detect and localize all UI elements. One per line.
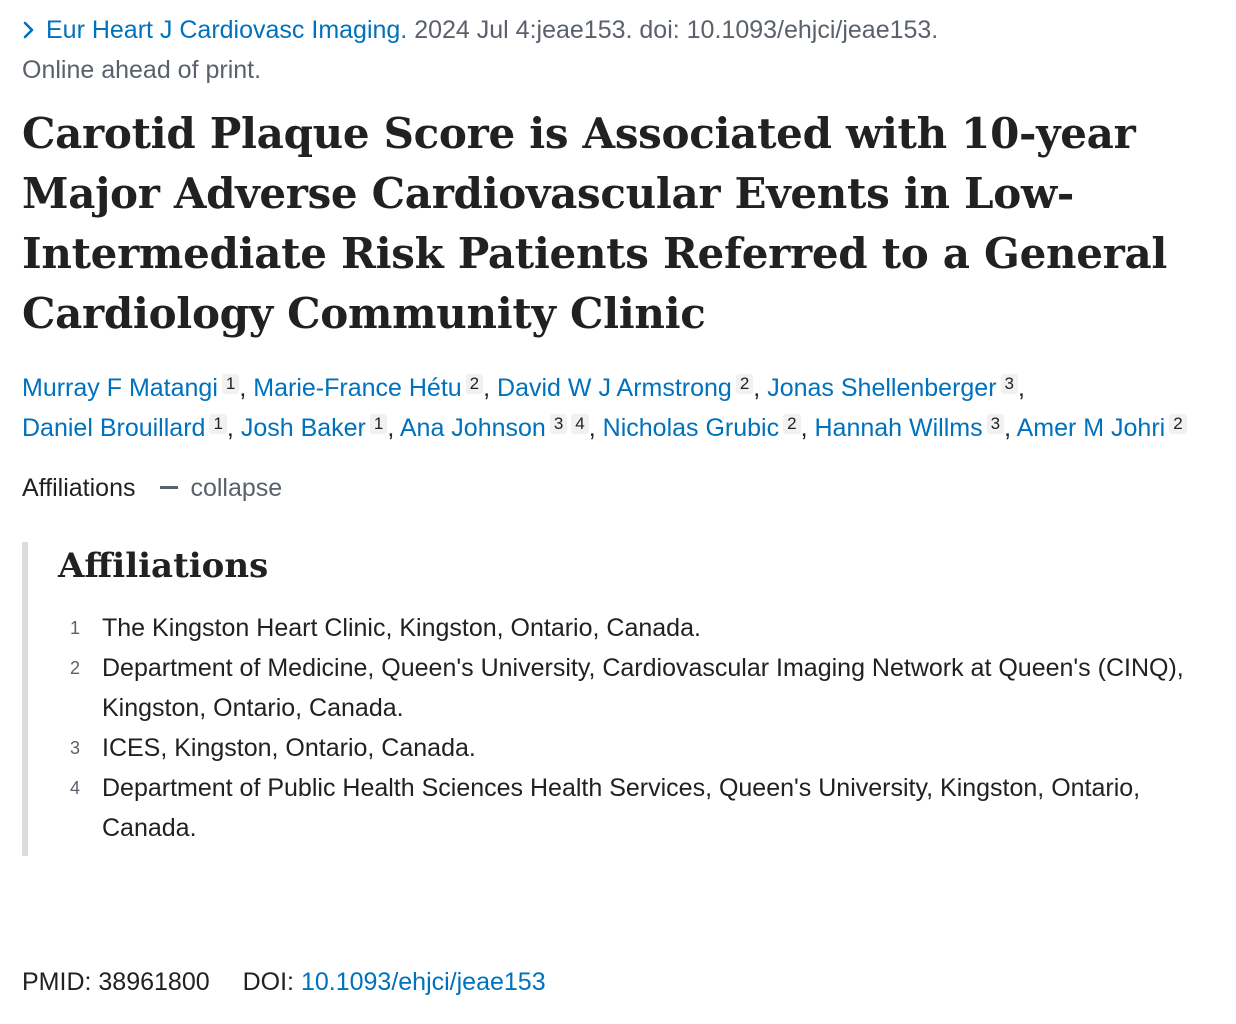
- citation-line: [22, 10, 1222, 90]
- author: [253, 374, 483, 402]
- affiliation-text: Department of Medicine, Queen's University, Cardiovascular Imaging Network at Queen's (CINQ), Kingston, Ontario, Canada.: [102, 654, 1184, 722]
- affiliation-item: [58, 608, 1218, 648]
- author-separator: ,: [753, 374, 768, 402]
- doi-link[interactable]: 10.1093/ehjci/jeae153: [300, 968, 546, 996]
- author-name-link[interactable]: Jonas Shellenberger: [767, 374, 997, 402]
- affiliation-ref-badge[interactable]: 2: [1169, 414, 1186, 434]
- author-name-link[interactable]: Murray F Matangi: [22, 374, 218, 402]
- author-separator: ,: [483, 374, 498, 402]
- affiliations-heading: Affiliations: [58, 546, 269, 586]
- author-separator: ,: [239, 374, 254, 402]
- author: [241, 414, 388, 442]
- author-separator: ,: [1018, 374, 1025, 402]
- minus-icon: [160, 486, 178, 489]
- author-name-link[interactable]: Marie-France Hétu: [253, 374, 462, 402]
- affiliation-ref-badge[interactable]: 2: [783, 414, 800, 434]
- affiliation-number: 3: [70, 738, 81, 758]
- affiliation-item: [58, 728, 1218, 768]
- affiliation-text: ICES, Kingston, Ontario, Canada.: [102, 734, 476, 762]
- author: [814, 414, 1004, 442]
- author: [767, 374, 1018, 402]
- affiliation-number: 2: [70, 658, 81, 678]
- author-name-link[interactable]: Daniel Brouillard: [22, 414, 206, 442]
- author: [400, 414, 589, 442]
- affiliation-ref-badge[interactable]: 2: [466, 374, 483, 394]
- article-title: Carotid Plaque Score is Associated with 10-year Major Adverse Cardiovascular Events in Low-Intermediate Risk Patients Referred to a General Cardiology Community Clinic: [22, 109, 1168, 338]
- article-header: [22, 10, 1222, 856]
- affiliation-number: 4: [70, 778, 81, 798]
- pmid-value: 38961800: [98, 968, 210, 996]
- author-name-link[interactable]: Hannah Willms: [814, 414, 983, 442]
- affiliation-ref-badge[interactable]: 2: [736, 374, 753, 394]
- author: [497, 374, 753, 402]
- affiliations-list: [58, 608, 1218, 848]
- affiliation-ref-badge[interactable]: 1: [222, 374, 239, 394]
- author-name-link[interactable]: Ana Johnson: [399, 414, 546, 442]
- author: [603, 414, 801, 442]
- affiliation-item: [58, 768, 1218, 848]
- affiliation-ref-badge[interactable]: 3: [550, 414, 567, 434]
- affiliation-number: 1: [70, 618, 81, 638]
- author-separator: ,: [1004, 414, 1017, 442]
- authors-list: [22, 368, 1202, 448]
- affiliation-item: [58, 648, 1218, 728]
- affiliation-ref-badge[interactable]: 1: [370, 414, 387, 434]
- affiliation-ref-badge[interactable]: 3: [987, 414, 1004, 434]
- collapse-affiliations-button[interactable]: [160, 474, 282, 502]
- chevron-right-icon[interactable]: [22, 10, 46, 50]
- affiliation-ref-badge[interactable]: 4: [571, 414, 588, 434]
- affiliations-panel: [22, 542, 1218, 856]
- affiliation-text: Department of Public Health Sciences Health Services, Queen's University, Kingston, Ontario, Canada.: [102, 774, 1141, 842]
- affiliation-ref-badge[interactable]: 3: [1001, 374, 1018, 394]
- article-identifiers: [22, 962, 546, 1002]
- author-separator: ,: [588, 414, 603, 442]
- author: [22, 414, 227, 442]
- author-separator: ,: [800, 414, 815, 442]
- author-separator: ,: [387, 414, 400, 442]
- author-name-link[interactable]: David W J Armstrong: [497, 374, 732, 402]
- affiliations-toggle-row: [22, 468, 1222, 508]
- author-name-link[interactable]: Amer M Johri: [1016, 414, 1166, 442]
- affiliations-label: Affiliations: [22, 474, 136, 502]
- collapse-label: collapse: [190, 474, 283, 502]
- doi-label: DOI:: [242, 968, 294, 996]
- journal-link[interactable]: Eur Heart J Cardiovasc Imaging.: [46, 16, 408, 44]
- author: [1017, 414, 1187, 442]
- affiliation-ref-badge[interactable]: 1: [209, 414, 226, 434]
- author-separator: ,: [226, 414, 241, 442]
- citation-details: 2024 Jul 4:jeae153. doi: 10.1093/ehjci/jeae153.: [414, 16, 939, 44]
- author-name-link[interactable]: Josh Baker: [240, 414, 366, 442]
- publication-status: Online ahead of print.: [22, 56, 262, 84]
- pmid-label: PMID:: [22, 968, 92, 996]
- author-name-link[interactable]: Nicholas Grubic: [602, 414, 780, 442]
- author: [22, 374, 239, 402]
- affiliation-text: The Kingston Heart Clinic, Kingston, Ontario, Canada.: [102, 614, 701, 642]
